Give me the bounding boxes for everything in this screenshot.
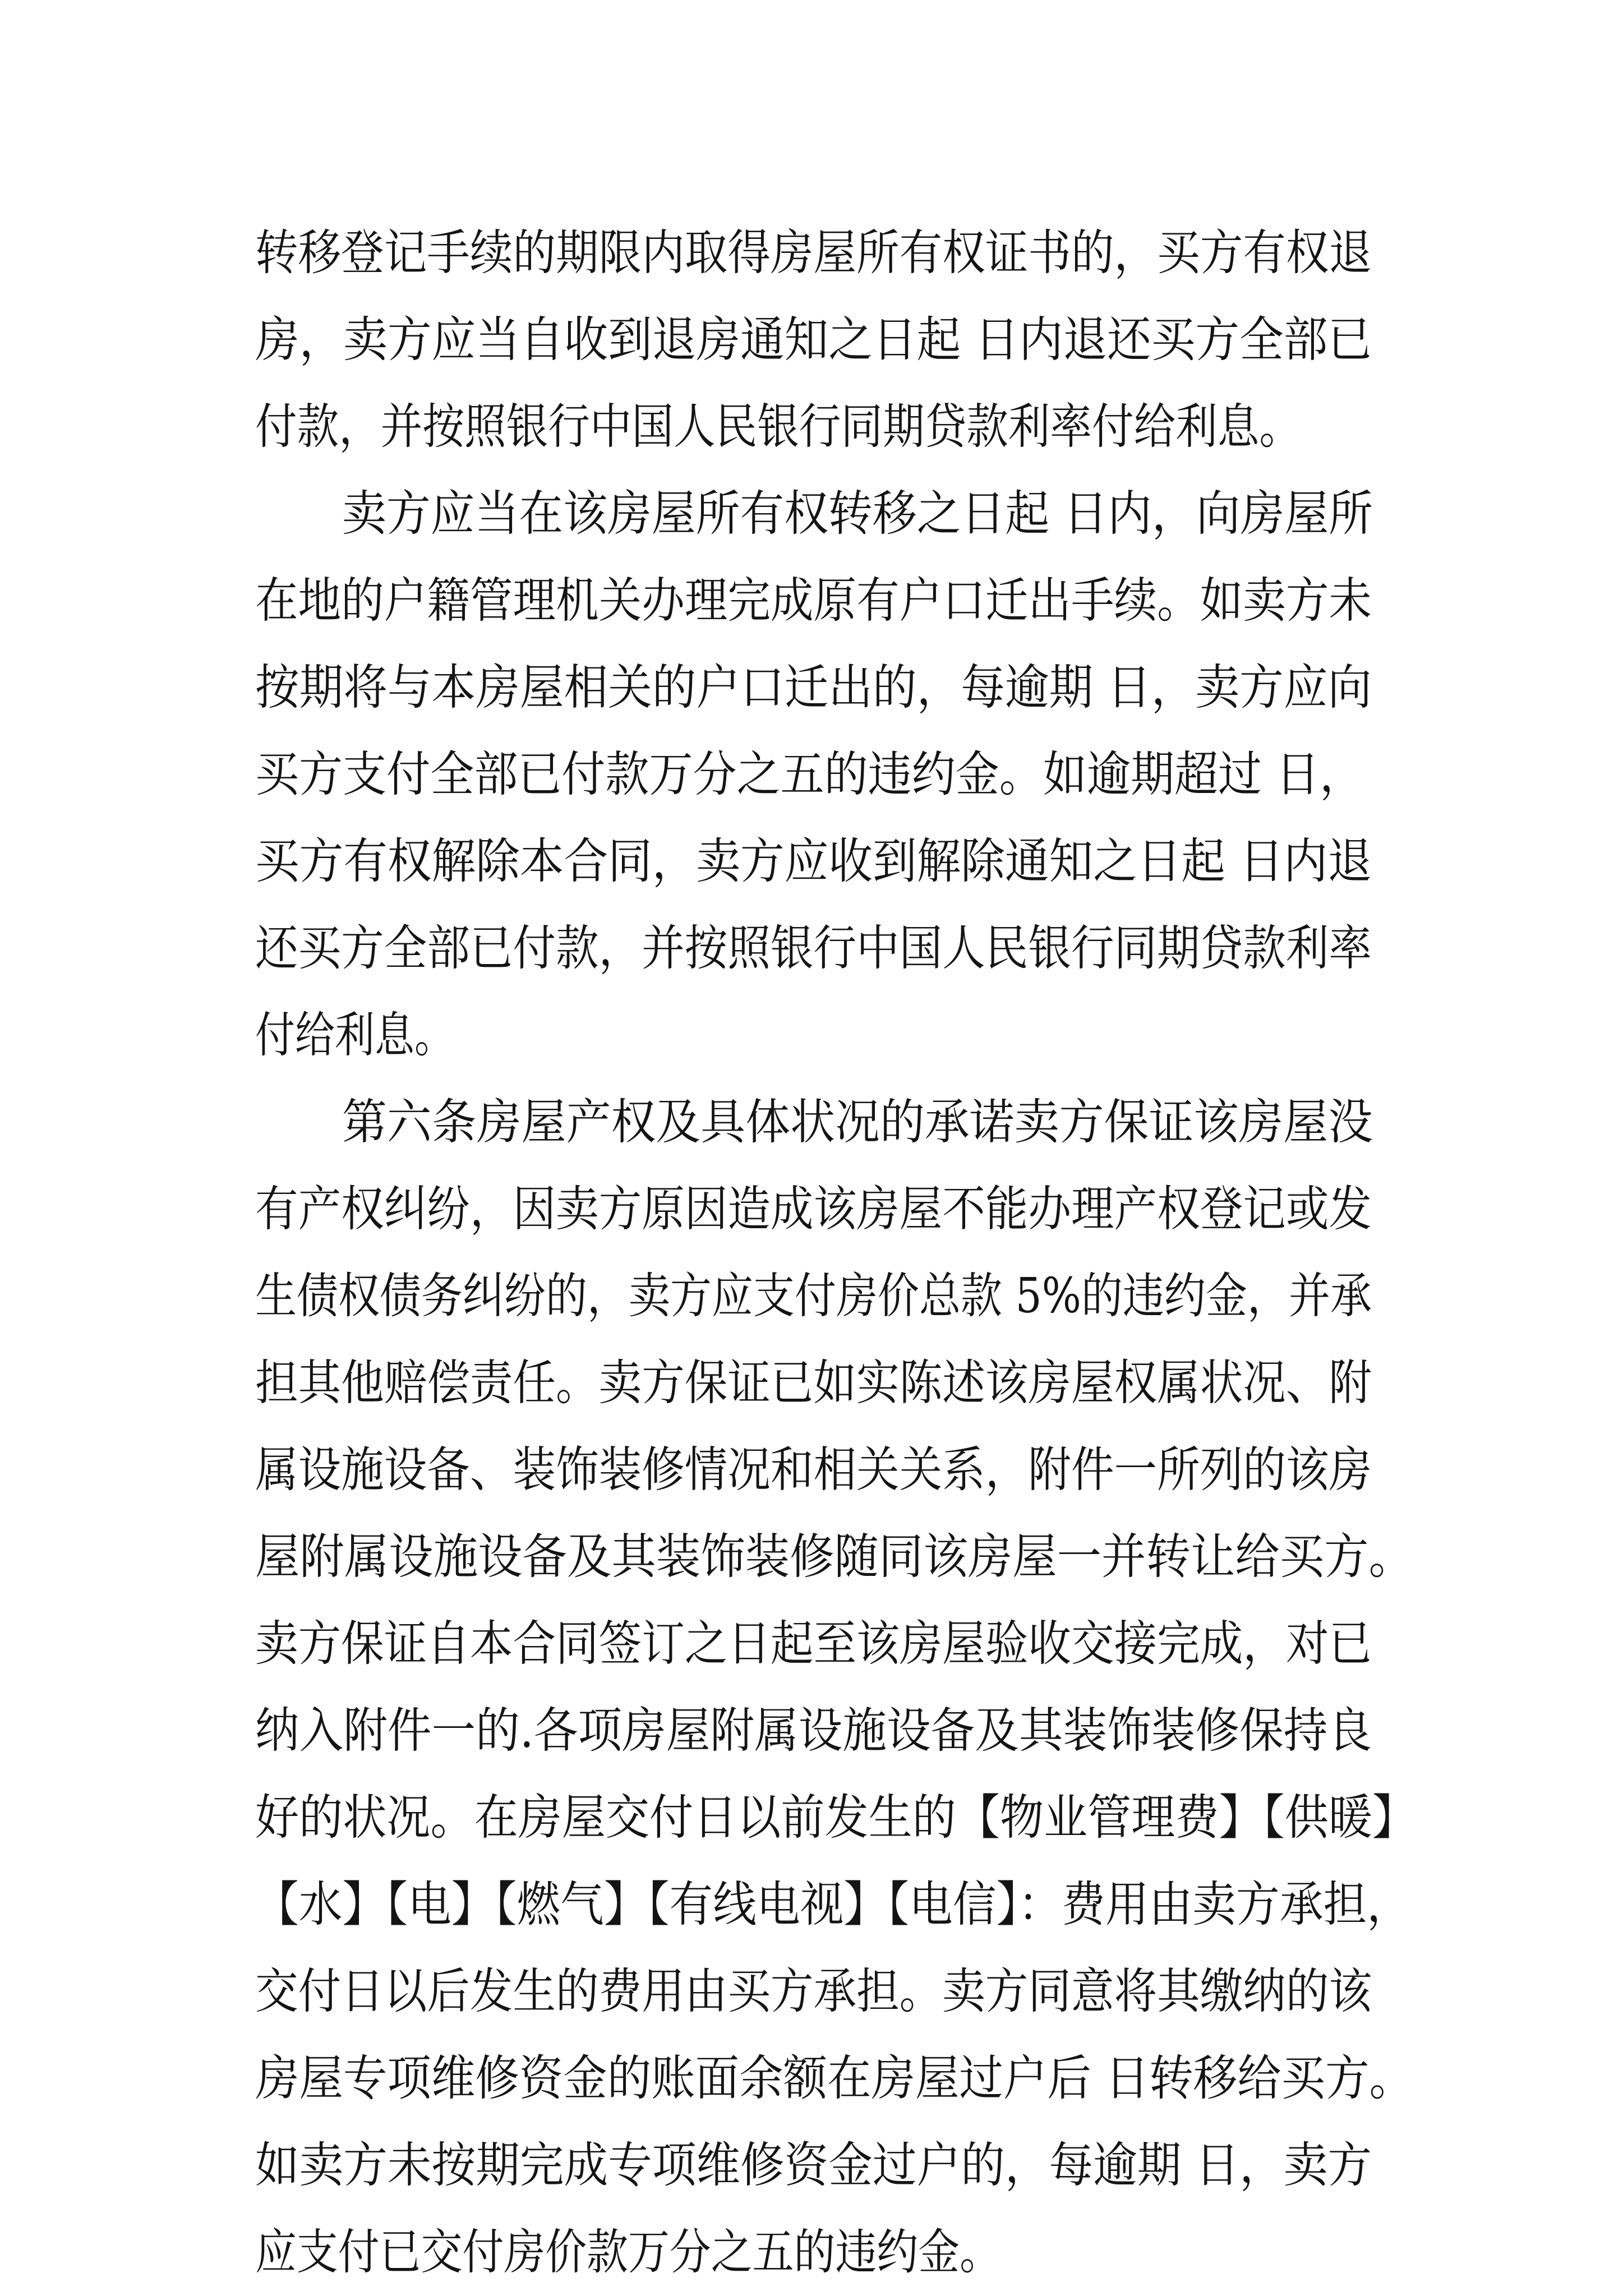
text-line: 转移登记手续的期限内取得房屋所有权证书的，买方有权退 (255, 225, 1372, 281)
text-line: 担其他赔偿责任。卖方保证已如实陈述该房屋权属状况、附 (255, 1355, 1372, 1411)
contract-body-text (255, 210, 1433, 2296)
text-line: 应支付已交付房价款万分之五的违约金。 (255, 2224, 1001, 2280)
text-line: 有产权纠纷，因卖方原因造成该房屋不能办理产权登记或发 (255, 1181, 1372, 1237)
text-line: 房，卖方应当自收到退房通知之日起 日内退还买方全部已 (255, 312, 1372, 368)
text-line: 按期将与本房屋相关的户口迁出的，每逾期 日，卖方应向 (255, 660, 1372, 716)
text-line: 第六条房屋产权及具体状况的承诺卖方保证该房屋没 (342, 1094, 1373, 1150)
text-line: 房屋专项维修资金的账面余额在房屋过户后 日转移给买方。 (255, 2050, 1413, 2106)
paragraph-article-six-property-rights (255, 1079, 1433, 2296)
text-line: 屋附属设施设备及其装饰装修随同该房屋一并转让给买方。 (255, 1529, 1413, 1585)
text-line: 如卖方未按期完成专项维修资金过户的，每逾期 日，卖方 (255, 2137, 1372, 2193)
text-line: 生债权债务纠纷的，卖方应支付房价总款 5%的违约金，并承 (255, 1268, 1372, 1324)
text-line: 好的状况。在房屋交付日以前发生的【物业管理费】【供暖】 (255, 1790, 1416, 1846)
paragraph-household-registration (255, 471, 1433, 1079)
text-line: 在地的户籍管理机关办理完成原有户口迁出手续。如卖方未 (255, 573, 1372, 629)
text-line: 卖方保证自本合同签订之日起至该房屋验收交接完成，对已 (255, 1616, 1372, 1672)
paragraph-refund-terms (255, 210, 1433, 471)
text-line: 买方支付全部已付款万分之五的违约金。如逾期超过 日， (255, 746, 1363, 803)
text-line: 纳入附件一的.各项房屋附属设施设备及其装饰装修保持良 (255, 1703, 1372, 1759)
text-line: 付款，并按照银行中国人民银行同期贷款利率付给利息。 (255, 399, 1301, 455)
text-line: 属设施设备、装饰装修情况和相关关系，附件一所列的该房 (255, 1442, 1372, 1498)
text-line: 卖方应当在该房屋所有权转移之日起 日内，向房屋所 (342, 486, 1373, 542)
text-line: 还买方全部已付款，并按照银行中国人民银行同期贷款利率 (255, 920, 1372, 976)
text-line: 【水】【电】【燃气】【有线电视】【电信】：费用由卖方承担， (255, 1877, 1410, 1933)
text-line: 买方有权解除本合同，卖方应收到解除通知之日起 日内退 (255, 833, 1372, 889)
text-line: 交付日以后发生的费用由买方承担。卖方同意将其缴纳的该 (255, 1963, 1372, 2020)
text-line: 付给利息。 (255, 1007, 454, 1063)
